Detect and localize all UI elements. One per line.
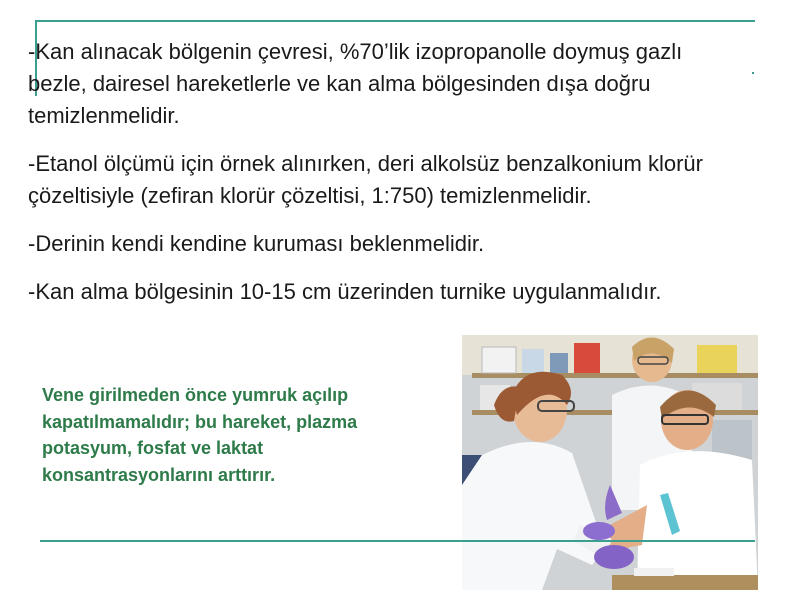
paragraph-ethanol-sample: -Etanol ölçümü için örnek alınırken, deri alkolsüz benzalkonium klorür çözeltisiyle (zefiran klorür çözeltisi, 1:750) temizlenmelidir. xyxy=(28,151,703,208)
decorative-top-line xyxy=(35,20,755,22)
decorative-dot xyxy=(752,72,754,74)
decorative-bottom-line xyxy=(40,540,755,542)
paragraph-tourniquet: -Kan alma bölgesinin 10-15 cm üzerinden turnike uygulanmalıdır. xyxy=(28,279,662,304)
note-text: Vene girilmeden önce yumruk açılıp kapatılmamalıdır; bu hareket, plazma potasyum, fosfat ve laktat konsantrasyonlarını arttırır. xyxy=(42,385,358,485)
blood-draw-photo xyxy=(462,335,758,590)
body-text xyxy=(28,36,728,308)
paragraph-skin-dry: -Derinin kendi kendine kuruması beklenmelidir. xyxy=(28,231,485,256)
paragraph-cleaning-site: -Kan alınacak bölgenin çevresi, %70’lik izopropanolle doymuş gazlı bezle, dairesel hareketlerle ve kan alma bölgesinden dışa doğru temizlenmelidir. xyxy=(28,39,683,128)
